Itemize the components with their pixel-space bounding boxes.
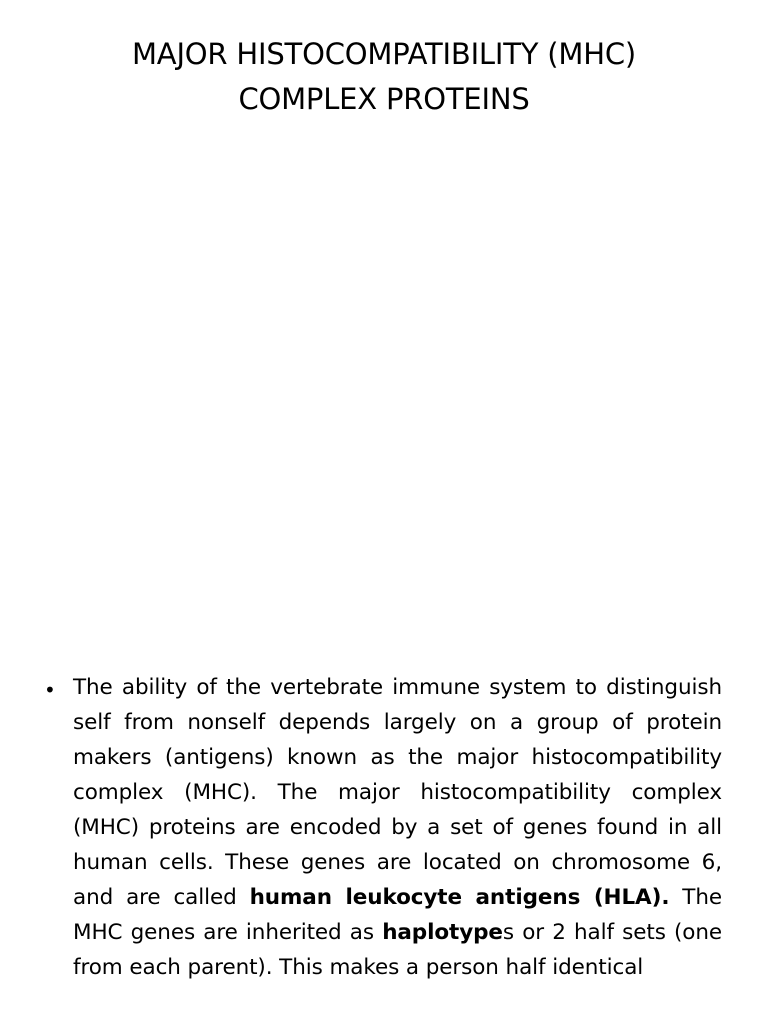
bullet-paragraph: [73, 670, 722, 985]
paragraph-bold-hla: human leukocyte antigens (HLA).: [249, 885, 670, 910]
paragraph-text-2: The MHC genes are inherited as: [73, 885, 722, 945]
slide-title: [40, 32, 728, 122]
slide-title-line-2: COMPLEX PROTEINS: [238, 82, 530, 116]
paragraph-text-1: The ability of the vertebrate immune system to distinguish self from nonself depends largely on a group of protein makers (antigens) known as the major histocompatibility complex (MHC). The major histocompatibility complex (MHC) proteins are encoded by a set of genes found in all human cells. These genes are located on chromosome 6, and are called: [73, 675, 722, 910]
bullet-marker: •: [44, 678, 56, 702]
slide-body: [40, 670, 722, 985]
paragraph-bold-haplotype: haplotype: [382, 920, 503, 945]
slide-title-line-1: MAJOR HISTOCOMPATIBILITY (MHC): [131, 37, 636, 71]
paragraph-text-3: s or 2 half sets (one from each parent). This makes a person half identical: [73, 920, 722, 980]
